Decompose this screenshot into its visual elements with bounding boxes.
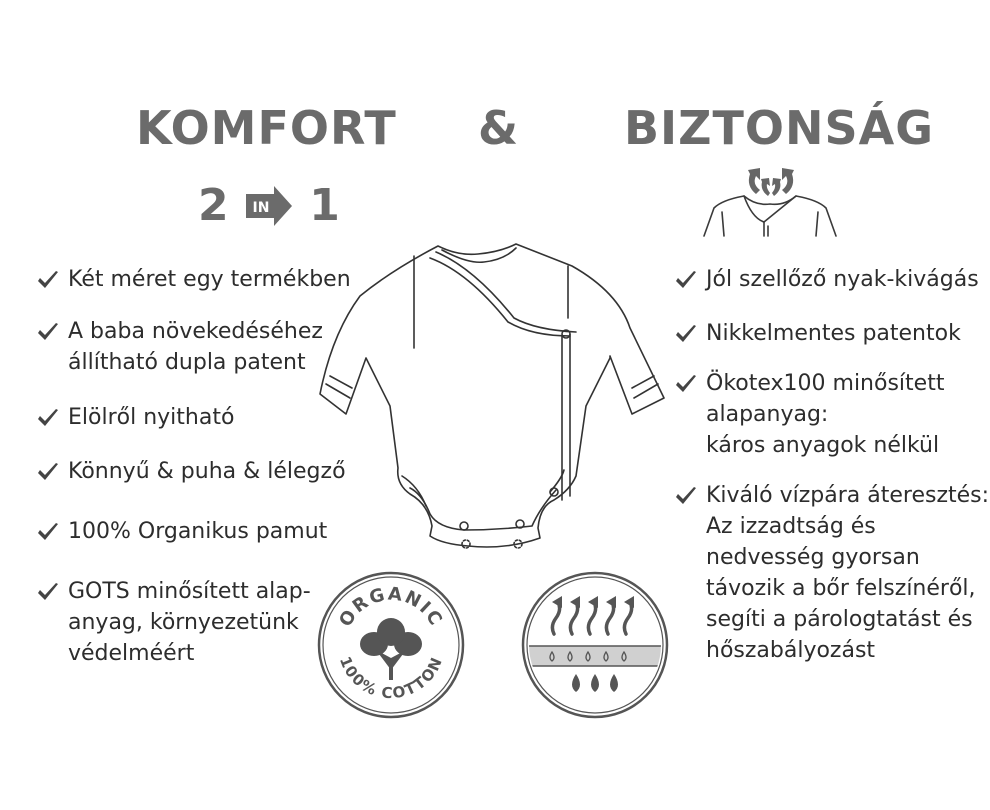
feature-text: [706, 264, 979, 295]
feature-line: állítható dupla patent: [68, 350, 306, 375]
feature-line: anyag, környezetünk: [68, 610, 299, 635]
feature-text: [706, 368, 944, 461]
checkmark-icon: [674, 373, 698, 395]
two-in-one-badge: [198, 180, 340, 230]
feature-line: GOTS minősített alap-: [68, 579, 311, 604]
feature-line: védelméért: [68, 641, 195, 666]
feature-line: Elölről nyitható: [68, 405, 235, 430]
checkmark-icon: [36, 269, 60, 291]
feature-line: A baba növekedéséhez: [68, 319, 323, 344]
feature-line: nedvesség gyorsan: [706, 545, 920, 570]
feature-text: [68, 402, 234, 433]
checkmark-icon: [36, 407, 60, 429]
neck-ventilation-icon: [700, 166, 840, 240]
cotton-label: 100% COTTON: [335, 653, 447, 703]
feature-text: [68, 316, 323, 378]
feature-text: [68, 456, 346, 487]
feature-line: Jól szellőző nyak-kivágás: [706, 267, 979, 292]
title-biztonsag: BIZTONSÁG: [624, 101, 934, 155]
checkmark-icon: [36, 581, 60, 603]
feature-line: 100% Organikus pamut: [68, 519, 328, 544]
feature-line: káros anyagok nélkül: [706, 433, 940, 458]
feature-line: hőszabályozást: [706, 638, 876, 663]
checkmark-icon: [36, 321, 60, 343]
feature-line: Könnyű & puha & lélegző: [68, 459, 346, 484]
title-ampersand: &: [478, 101, 520, 155]
organic-label: ORGANIC: [335, 583, 447, 631]
checkmark-icon: [674, 485, 698, 507]
two-in-one-two: 2: [198, 180, 229, 231]
in-label: IN: [252, 200, 270, 216]
feature-line: Kiváló vízpára áteresztés:: [706, 483, 990, 508]
feature-text: [706, 480, 989, 666]
feature-line: alapanyag:: [706, 402, 829, 427]
organic-cotton-badge: [316, 570, 466, 720]
cotton-flower-icon: [360, 618, 422, 680]
checkmark-icon: [674, 323, 698, 345]
feature-line: Nikkelmentes patentok: [706, 321, 961, 346]
feature-text: [68, 264, 351, 295]
checkmark-icon: [36, 521, 60, 543]
feature-line: Két méret egy termékben: [68, 267, 351, 292]
two-in-one-one: 1: [309, 180, 340, 231]
feature-text: [706, 318, 961, 349]
checkmark-icon: [674, 269, 698, 291]
title-komfort: KOMFORT: [136, 101, 397, 155]
in-arrow-icon: [244, 186, 294, 226]
feature-line: segíti a párologtatást és: [706, 607, 973, 632]
feature-text: [68, 516, 327, 547]
feature-line: Ökotex100 minősített: [706, 371, 945, 396]
breathable-membrane-icon: [520, 570, 670, 720]
feature-line: távozik a bőr felszínéről,: [706, 576, 976, 601]
baby-bodysuit-illustration: [318, 238, 668, 558]
feature-text: [68, 576, 311, 669]
feature-line: Az izzadtság és: [706, 514, 876, 539]
checkmark-icon: [36, 461, 60, 483]
